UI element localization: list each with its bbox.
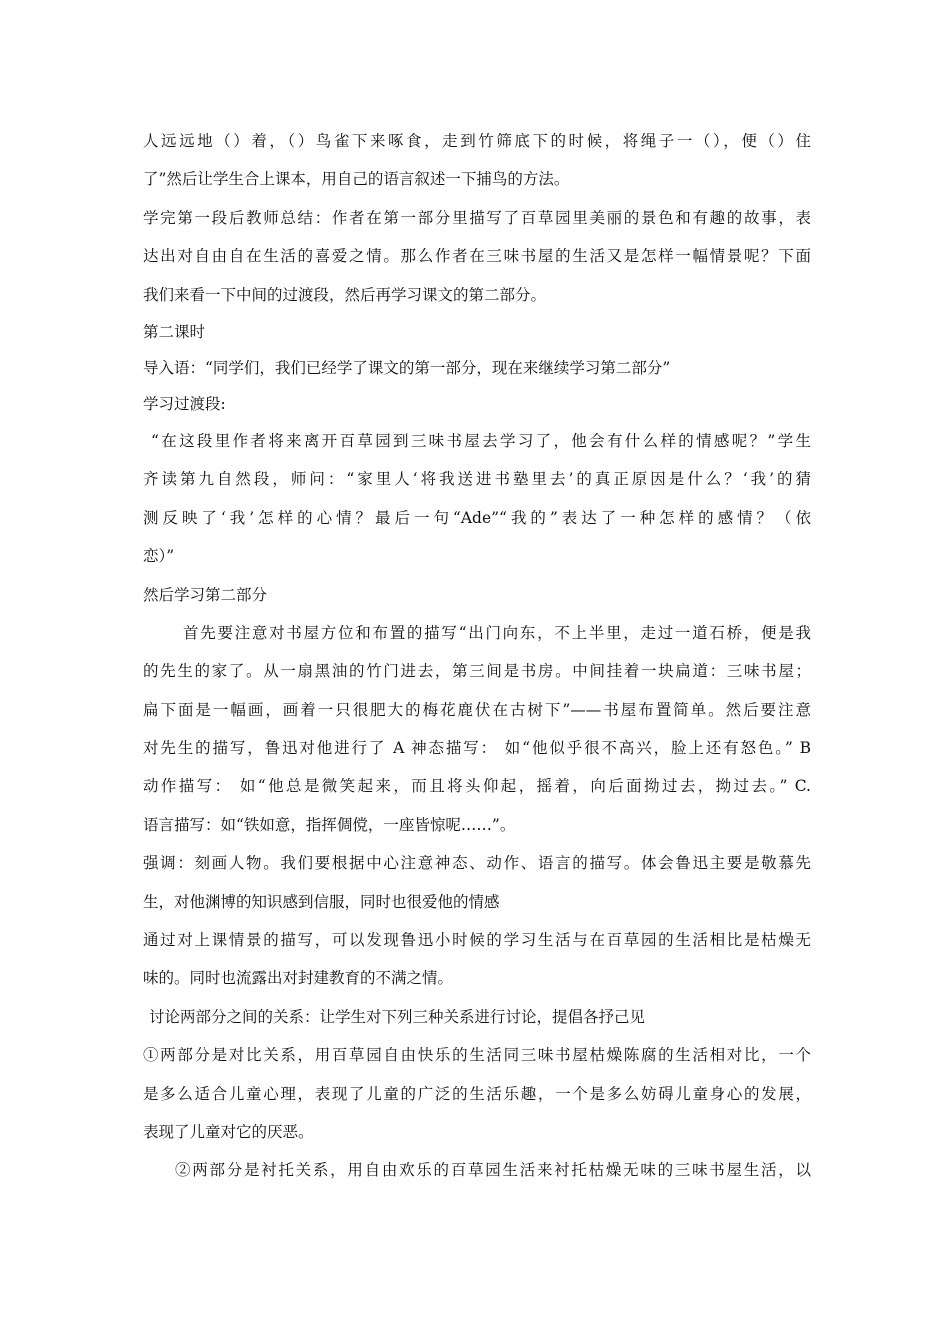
text-line: 表现了儿童对它的厌恶。 — [143, 1122, 314, 1141]
text-line: 对先生的描写，鲁迅对他进行了 A 神态描写： 如“他似乎很不高兴，脸上还有怒色。” B — [143, 739, 811, 758]
text-line: 是多么适合儿童心理，表现了儿童的广泛的生活乐趣，一个是多么妨碍儿童身心的发展， — [143, 1084, 811, 1103]
text-line: 然后学习第二部分 — [143, 585, 268, 604]
text-line: ②两部分是衬托关系，用自由欢乐的百草园生活来衬托枯燥无味的三味书屋生活，以 — [175, 1161, 811, 1180]
text-line: 人远远地（）着，（）鸟雀下来啄食，走到竹筛底下的时候，将绳子一（），便（）住 — [143, 132, 811, 150]
text-line: 达出对自由自在生活的喜爱之情。那么作者在三味书屋的生活又是怎样一幅情景呢？下面 — [143, 247, 811, 266]
text-line: 学完第一段后教师总结：作者在第一部分里描写了百草园里美丽的景色和有趣的故事，表 — [143, 208, 811, 227]
text-line: 强调：刻画人物。我们要根据中心注意神态、动作、语言的描写。体会鲁迅主要是敬慕先 — [143, 854, 811, 873]
text-line: 首先要注意对书屋方位和布置的描写“出门向东，不上半里，走过一道石桥，便是我 — [183, 623, 811, 642]
text-line: 齐读第九自然段，师问：“家里人‘将我送进书塾里去’的真正原因是什么？‘我’的猜 — [143, 470, 811, 489]
text-line: 讨论两部分之间的关系：让学生对下列三种关系进行讨论，提倡各抒己见 — [149, 1007, 646, 1026]
text-line: “在这段里作者将来离开百草园到三味书屋去学习了，他会有什么样的情感呢？”学生 — [151, 431, 811, 450]
text-line: 的先生的家了。从一扇黑油的竹门进去，第三间是书房。中间挂着一块扁道：三味书屋； — [143, 662, 811, 681]
text-line: 动作描写： 如“他总是微笑起来，而且将头仰起，摇着，向后面拗过去，拗过去。” C. — [143, 777, 811, 796]
text-line: 恋）” — [143, 547, 175, 566]
text-line: 我们来看一下中间的过渡段，然后再学习课文的第二部分。 — [143, 285, 547, 304]
document-body — [143, 122, 811, 1190]
text-line: ①两部分是对比关系，用百草园自由快乐的生活同三味书屋枯燥陈腐的生活相对比，一个 — [143, 1046, 811, 1065]
text-line: 导入语：“同学们，我们已经学了课文的第一部分，现在来继续学习第二部分” — [143, 358, 671, 377]
text-line: 学习过渡段: — [143, 394, 226, 413]
text-line: 语言描写：如“铁如意，指挥倜傥，一座皆惊呢……”。 — [143, 815, 516, 834]
section-heading: 第二课时 — [143, 322, 206, 341]
text-line: 生，对他渊博的知识感到信服，同时也很爱他的情感 — [143, 892, 500, 911]
text-line: 测反映了‘我’怎样的心情？最后一句“Ade”“我的”表达了一种怎样的感情？（依 — [143, 508, 811, 527]
text-line: 通过对上课情景的描写，可以发现鲁迅小时候的学习生活与在百草园的生活相比是枯燥无 — [143, 931, 811, 950]
text-line: 扁下面是一幅画，画着一只很肥大的梅花鹿伏在古树下”——书屋布置简单。然后要注意 — [143, 700, 811, 719]
text-line: 味的。同时也流露出对封建教育的不满之情。 — [143, 969, 454, 988]
text-line: 了”然后让学生合上课本，用自己的语言叙述一下捕鸟的方法。 — [143, 170, 570, 189]
